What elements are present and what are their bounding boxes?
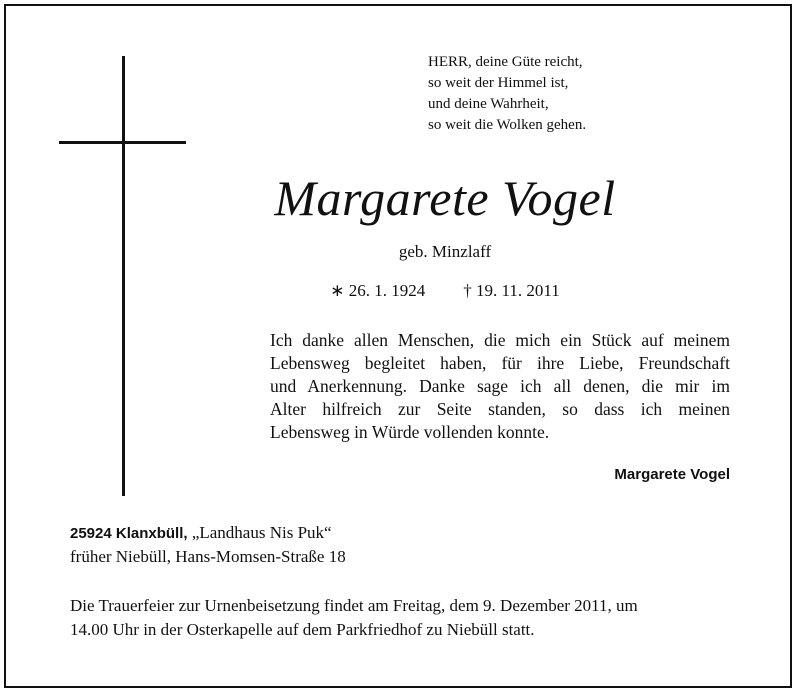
psalm-line: so weit der Himmel ist, bbox=[428, 75, 569, 91]
life-dates bbox=[270, 281, 620, 301]
psalm-line: und deine Wahrheit, bbox=[428, 96, 549, 112]
psalm-verse bbox=[428, 52, 586, 136]
death-date: † 19. 11. 2011 bbox=[463, 281, 560, 300]
cross-vertical-bar bbox=[122, 56, 125, 496]
maiden-name: geb. Minzlaff bbox=[398, 242, 492, 261]
address-former: früher Niebüll, Hans-Momsen-Straße 18 bbox=[70, 547, 346, 566]
funeral-ceremony-info bbox=[70, 594, 730, 642]
cross-horizontal-bar bbox=[59, 141, 186, 144]
address-house: „Landhaus Nis Puk“ bbox=[187, 523, 332, 542]
birth-date: ∗ 26. 1. 1924 bbox=[330, 281, 426, 300]
message-line: Lebensweg begleitet haben, für ihre Liebe, Freundschaft bbox=[270, 353, 730, 373]
address-block bbox=[70, 521, 346, 568]
ceremony-line: Die Trauerfeier zur Urnenbeisetzung findet am Freitag, dem 9. Dezember 2011, um bbox=[70, 596, 638, 615]
message-line: und Anerkennung. Danke sage ich all denen, die mir im bbox=[270, 376, 730, 396]
ceremony-line: 14.00 Uhr in der Osterkapelle auf dem Parkfriedhof zu Niebüll statt. bbox=[70, 620, 535, 639]
message-line: Alter hilfreich zur Seite standen, so dass ich meinen bbox=[270, 399, 730, 419]
message-line: Lebensweg in Würde vollenden konnte. bbox=[270, 422, 550, 442]
signature: Margarete Vogel bbox=[614, 466, 730, 483]
thank-you-message bbox=[270, 329, 730, 444]
deceased-name: Margarete Vogel bbox=[274, 170, 616, 226]
psalm-line: so weit die Wolken gehen. bbox=[428, 117, 587, 133]
message-line: Ich danke allen Menschen, die mich ein Stück auf meinem bbox=[270, 330, 730, 350]
psalm-line: HERR, deine Güte reicht, bbox=[428, 54, 583, 70]
address-place: 25924 Klanxbüll, bbox=[70, 525, 188, 542]
